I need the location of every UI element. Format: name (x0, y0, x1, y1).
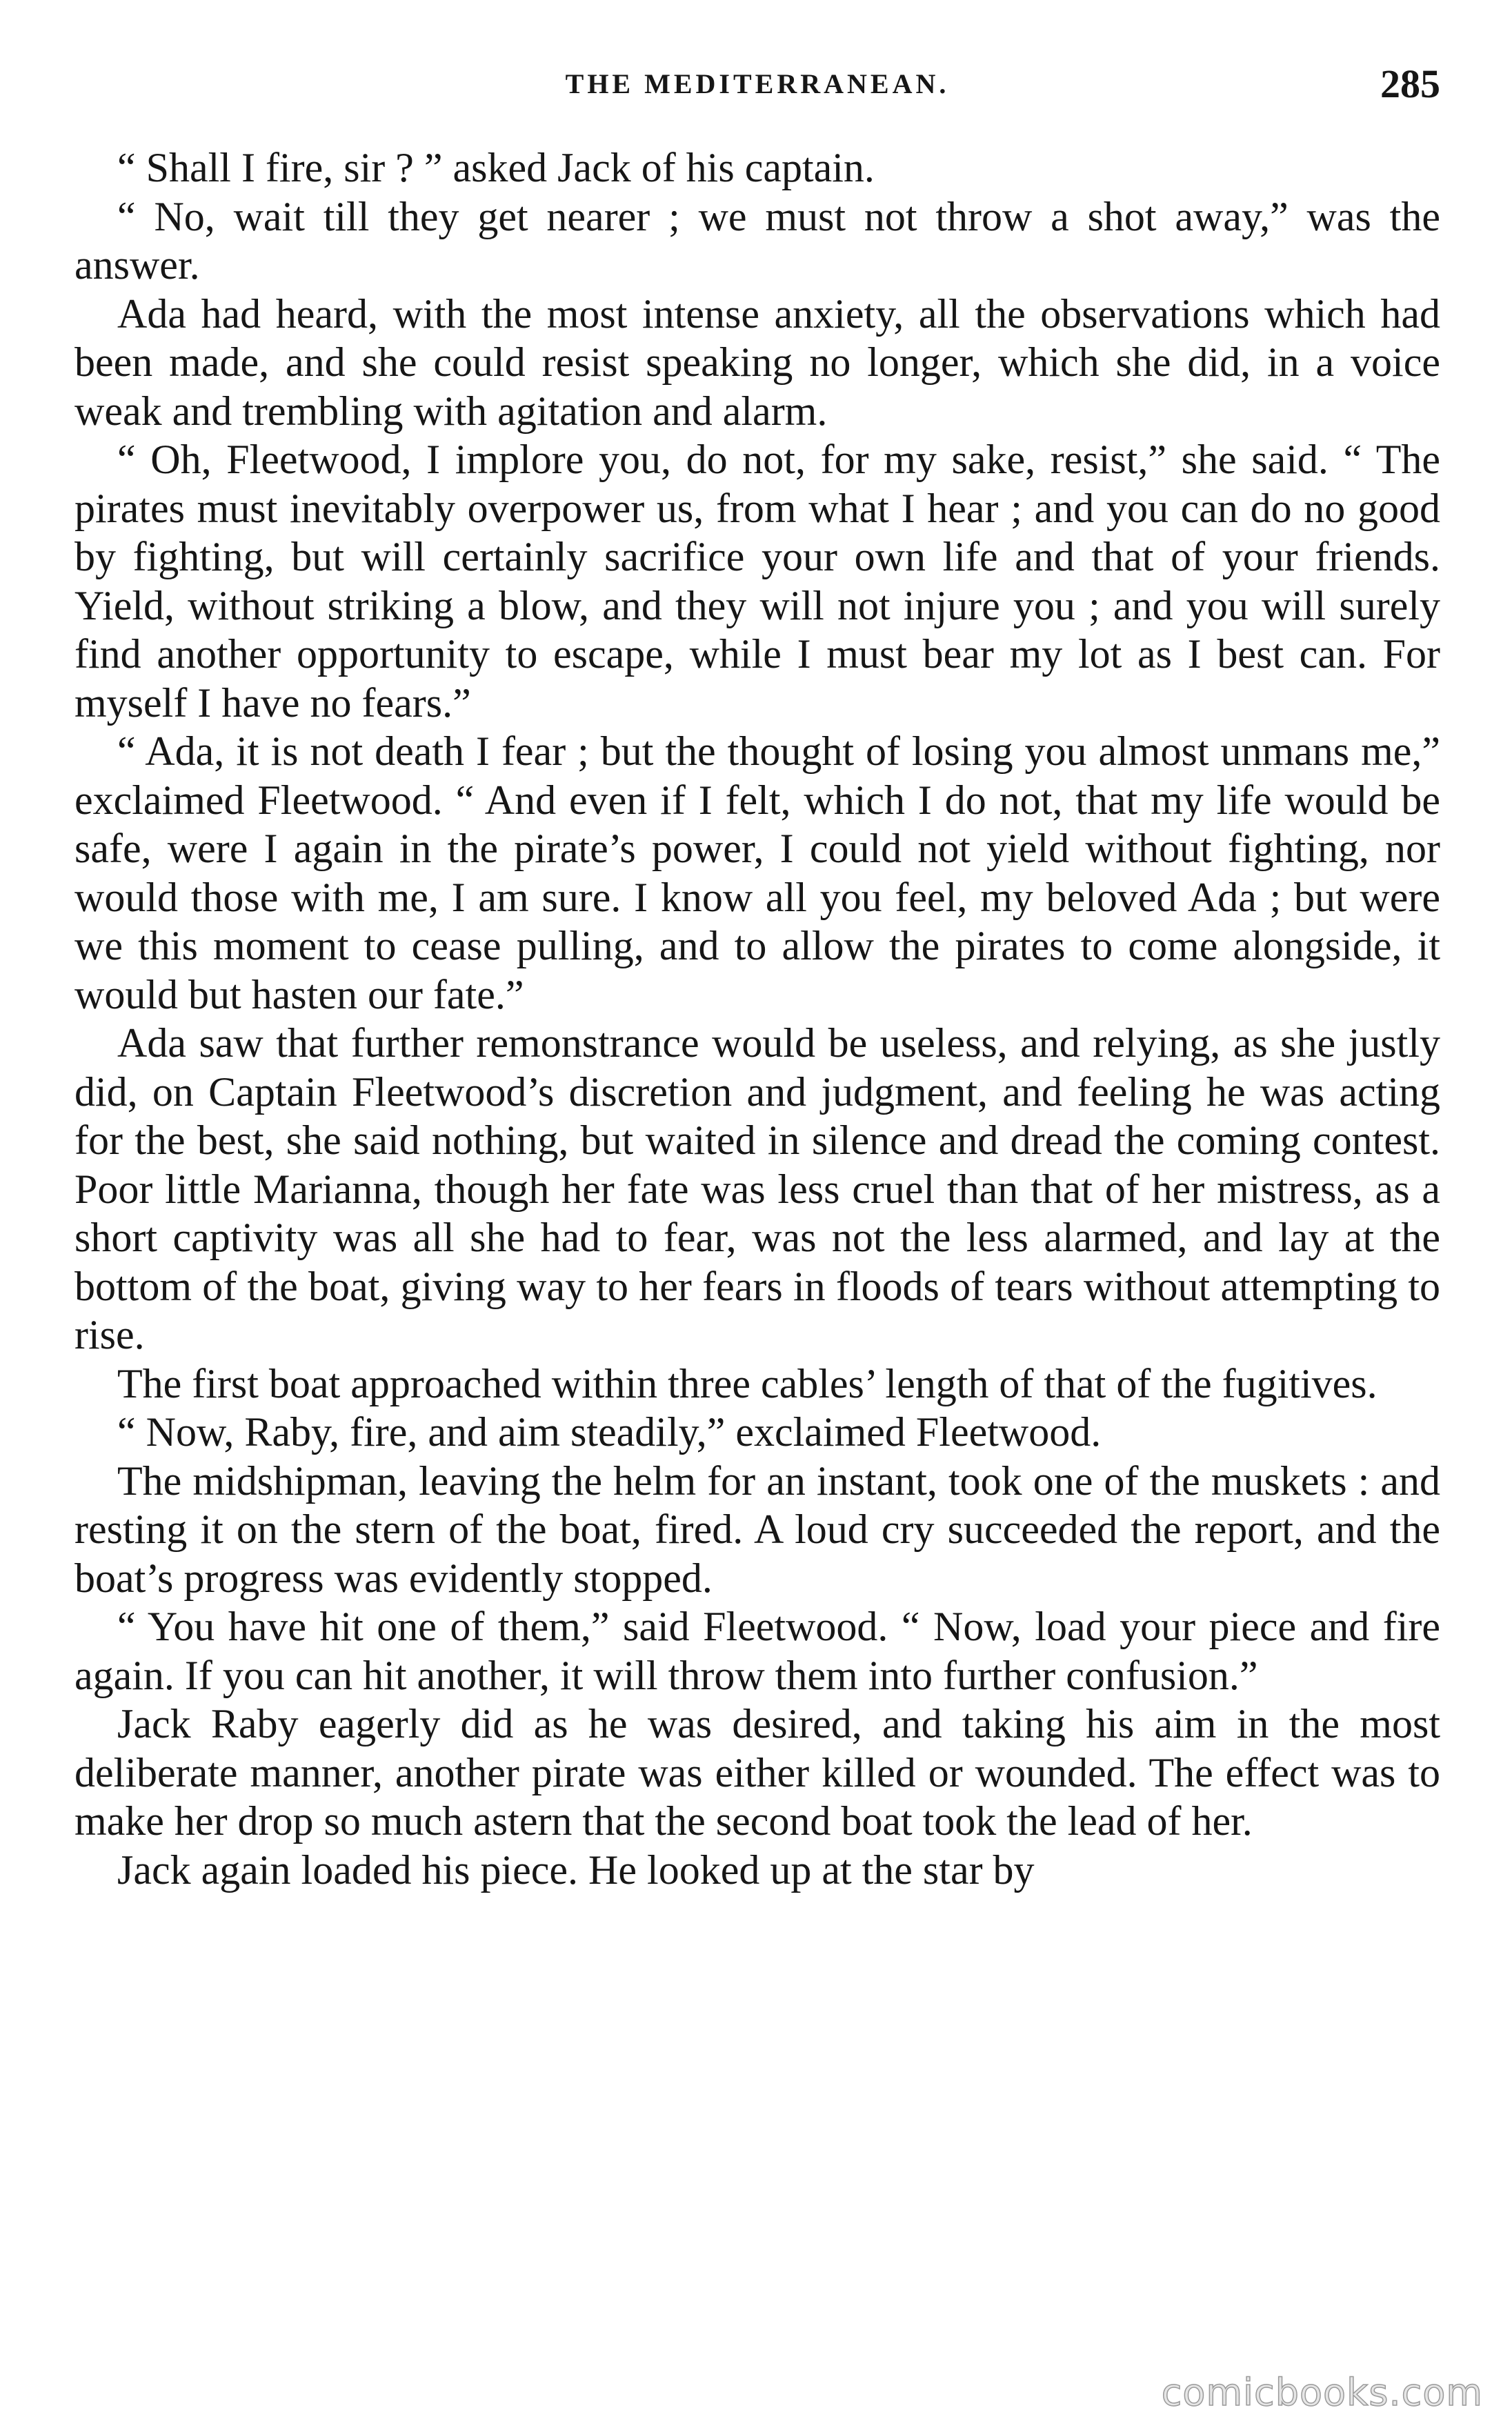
paragraph: “ Oh, Fleetwood, I implore you, do not, for my sake, resist,” she said. “ The pirates must inevitably overpower us, from what I hear ; and you can do no good by fighting, but will certainly sacrifice your own life and that of your friends. Yield, without striking a blow, and they will not injure you ; and you will surely find another opportunity to escape, while I must bear my lot as I best can. For myself I have no fears.” (74, 437, 1440, 726)
running-head (74, 61, 1440, 123)
paragraph: “ Now, Raby, fire, and aim steadily,” exclaimed Fleetwood. (117, 1409, 1102, 1455)
paragraph: “ You have hit one of them,” said Fleetwood. “ Now, load your piece and fire again. If you can hit another, it will throw them into further confusion.” (74, 1604, 1440, 1698)
paragraph: “ No, wait till they get nearer ; we must not throw a shot away,” was the answer. (74, 193, 1440, 288)
watermark: comicbooks.com (1161, 2371, 1483, 2414)
paragraph: The midshipman, leaving the helm for an instant, took one of the muskets : and resting it on the stern of the boat, fired. A loud cry succeeded the report, and the boat’s progress was evidently stopped. (74, 1457, 1440, 1601)
paragraph: “ Ada, it is not death I fear ; but the thought of losing you almost unmans me,” exclaimed Fleetwood. “ And even if I felt, which I do not, that my life would be safe, were I again in the pirate’s power, I could not yield without fighting, nor would those with me, I am sure. I know all you feel, my beloved Ada ; but were we this moment to cease pulling, and to allow the pirates to come alongside, it would but hasten our fate.” (74, 728, 1440, 1017)
paragraph: Jack Raby eagerly did as he was desired, and taking his aim in the most deliberate manner, another pirate was either killed or wounded. The effect was to make her drop so much astern that the second boat took the lead of her. (74, 1701, 1440, 1844)
paragraph: “ Shall I fire, sir ? ” asked Jack of his captain. (117, 145, 875, 190)
paragraph: Ada had heard, with the most intense anxiety, all the observations which had been made, and she could resist speaking no longer, which she did, in a voice weak and trembling with agitation and alarm. (74, 290, 1440, 434)
body-text (74, 143, 1440, 1894)
paragraph: Jack again loaded his piece. He looked up at the star by (117, 1847, 1035, 1893)
running-title: THE MEDITERRANEAN. (565, 68, 950, 99)
paragraph: The first boat approached within three cables’ length of that of the fugitives. (117, 1360, 1377, 1406)
page-number: 285 (1380, 61, 1440, 106)
paragraph: Ada saw that further remonstrance would be useless, and relying, as she justly did, on Captain Fleetwood’s discretion and judgment, and feeling he was acting for the best, she said nothing, but waited in silence and dread the coming contest. Poor little Marianna, though her fate was less cruel than that of her mistress, as a short captivity was all she had to fear, was not the less alarmed, and lay at the bottom of the boat, giving way to her fears in floods of tears without attempting to rise. (74, 1020, 1440, 1357)
